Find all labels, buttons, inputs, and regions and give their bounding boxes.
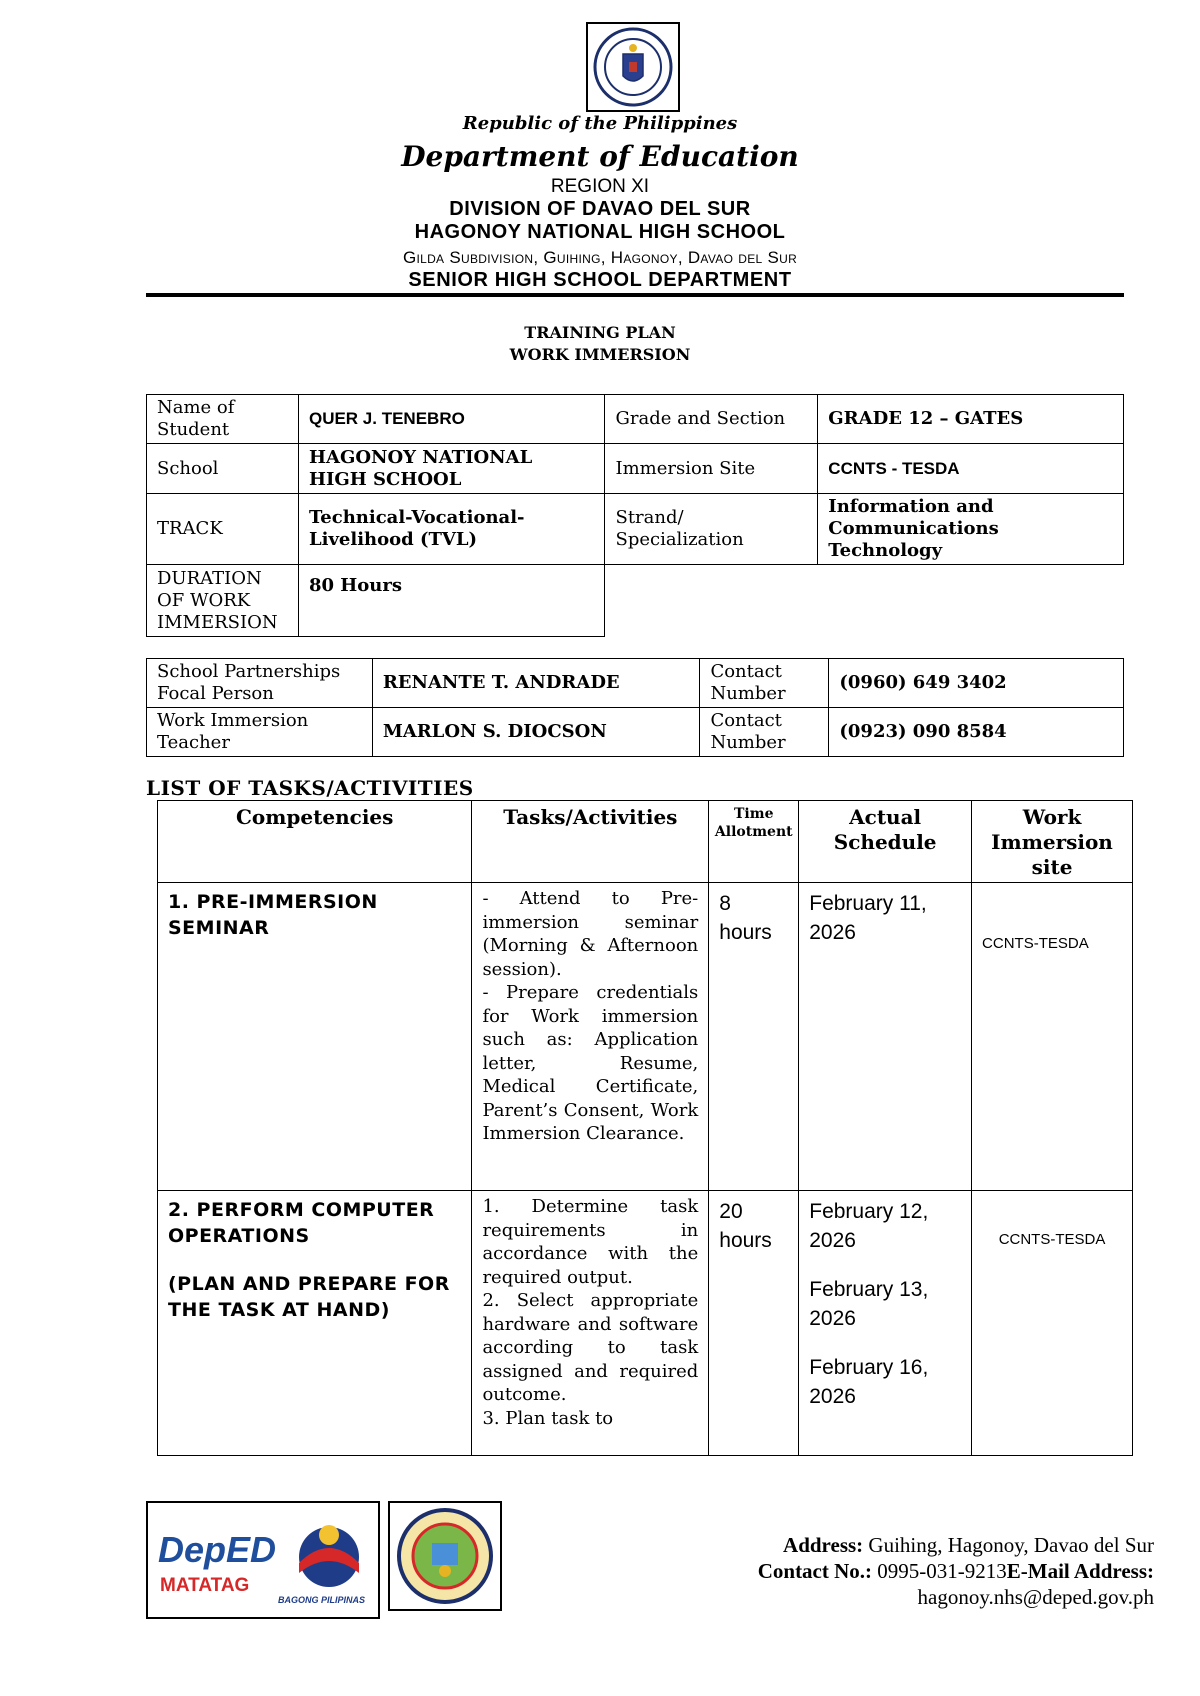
competency-title: 2. PERFORM COMPUTER OPERATIONS	[168, 1199, 435, 1247]
schedule-date: February 16, 2026	[809, 1356, 929, 1408]
division-text: DIVISION OF DAVAO DEL SUR	[449, 198, 751, 220]
contact-value: 0995-031-9213	[877, 1559, 1007, 1583]
region-text: REGION XI	[550, 176, 650, 197]
school-value: HAGONOY NATIONAL HIGH SCHOOL	[298, 444, 605, 494]
schedule-cell	[799, 883, 972, 1191]
header-competencies: Competencies	[158, 801, 472, 883]
strand-value: Information and Communications Technology	[818, 494, 1124, 565]
empty-cell	[818, 565, 1124, 637]
competency-subtitle: (PLAN AND PREPARE FOR THE TASK AT HAND)	[168, 1273, 450, 1321]
focal-person-name: RENANTE T. ANDRADE	[372, 659, 700, 708]
schedule-date: February 12, 2026	[809, 1200, 929, 1252]
task-description: - Attend to Pre-immersion seminar (Morning & Afternoon session). - Prepare credentials for Work immersion such as: Application letter, Resume, Medical Certificate, Parent’s Consent, Work Immersion Clearance.	[472, 883, 709, 1191]
name-value: QUER J. TENEBRO	[298, 395, 605, 444]
task-description: 1. Determine task requirements in accordance with the required output. 2. Select appropriate hardware and software according to task assigned and required outcome. 3. Plan task to	[472, 1191, 709, 1456]
schedule-cell	[799, 1191, 972, 1456]
track-value: Technical-Vocational-Livelihood (TVL)	[298, 494, 605, 565]
track-label: TRACK	[147, 494, 299, 565]
doc-title-line1: TRAINING PLAN	[524, 323, 676, 342]
duration-value: 80 Hours	[298, 565, 605, 637]
competency-cell	[158, 883, 472, 1191]
bagong-pilipinas-icon	[285, 1513, 373, 1593]
focal-contact-label: Contact Number	[700, 659, 829, 708]
header-time: Time Allotment	[709, 801, 799, 883]
tasks-table	[157, 800, 1133, 1456]
deped-matatag-logo	[146, 1501, 380, 1619]
deped-logo-text: DepED	[158, 1529, 277, 1570]
competency-cell	[158, 1191, 472, 1456]
email-label: E-Mail Address:	[1006, 1559, 1154, 1583]
footer-address	[640, 1532, 1154, 1610]
division-seal-icon	[390, 1503, 500, 1609]
competency-title: 1. PRE-IMMERSION SEMINAR	[168, 891, 378, 939]
header-schedule: Actual Schedule	[799, 801, 972, 883]
immersion-site: CCNTS-TESDA	[972, 883, 1133, 1191]
contact-label: Contact No.:	[757, 1559, 873, 1583]
shs-department-text: SENIOR HIGH SCHOOL DEPARTMENT	[408, 269, 792, 291]
schedule-date: February 11, 2026	[809, 892, 927, 944]
school-name-text: HAGONOY NATIONAL HIGH SCHOOL	[414, 221, 786, 243]
teacher-name: MARLON S. DIOCSON	[372, 708, 700, 757]
contacts-table	[146, 658, 1124, 757]
table-row	[158, 1191, 1133, 1456]
department-title: Department of Education	[401, 140, 799, 173]
focal-contact-number: (0960) 649 3402	[829, 659, 1124, 708]
doc-title-line2: WORK IMMERSION	[509, 345, 691, 364]
matatag-text: MATATAG	[160, 1575, 250, 1596]
time-allotment: 8 hours	[709, 883, 799, 1191]
teacher-contact-number: (0923) 090 8584	[829, 708, 1124, 757]
header-divider	[146, 293, 1124, 297]
site-label: Immersion Site	[605, 444, 818, 494]
tasks-heading: LIST OF TASKS/ACTIVITIES	[146, 776, 474, 800]
header-tasks: Tasks/Activities	[472, 801, 709, 883]
email-value[interactable]: hagonoy.nhs@deped.gov.ph	[917, 1585, 1154, 1609]
strand-label: Strand/ Specialization	[605, 494, 818, 565]
grade-value: GRADE 12 – GATES	[818, 395, 1124, 444]
address-value: Guihing, Hagonoy, Davao del Sur	[868, 1533, 1154, 1557]
duration-label: DURATION OF WORK IMMERSION	[147, 565, 299, 637]
deped-seal-frame	[586, 22, 680, 112]
school-label: School	[147, 444, 299, 494]
teacher-contact-label: Contact Number	[700, 708, 829, 757]
address-label: Address:	[783, 1533, 864, 1557]
division-seal-frame	[388, 1501, 502, 1611]
deped-seal-icon	[588, 24, 678, 110]
student-info-table	[146, 394, 1124, 637]
school-address-text: Gilda Subdivision, Guihing, Hagonoy, Davao del Sur	[402, 248, 798, 267]
focal-person-label: School Partnerships Focal Person	[147, 659, 373, 708]
bagong-pilipinas-text: BAGONG PILIPINAS	[278, 1595, 366, 1605]
schedule-date: February 13, 2026	[809, 1278, 929, 1330]
table-row	[158, 883, 1133, 1191]
site-value: CCNTS - TESDA	[818, 444, 1124, 494]
name-label: Name of Student	[147, 395, 299, 444]
grade-label: Grade and Section	[605, 395, 818, 444]
republic-text: Republic of the Philippines	[462, 113, 738, 134]
header-site: Work Immersion site	[972, 801, 1133, 883]
empty-cell	[605, 565, 818, 637]
time-allotment: 20 hours	[709, 1191, 799, 1456]
immersion-site: CCNTS-TESDA	[972, 1191, 1133, 1456]
teacher-label: Work Immersion Teacher	[147, 708, 373, 757]
